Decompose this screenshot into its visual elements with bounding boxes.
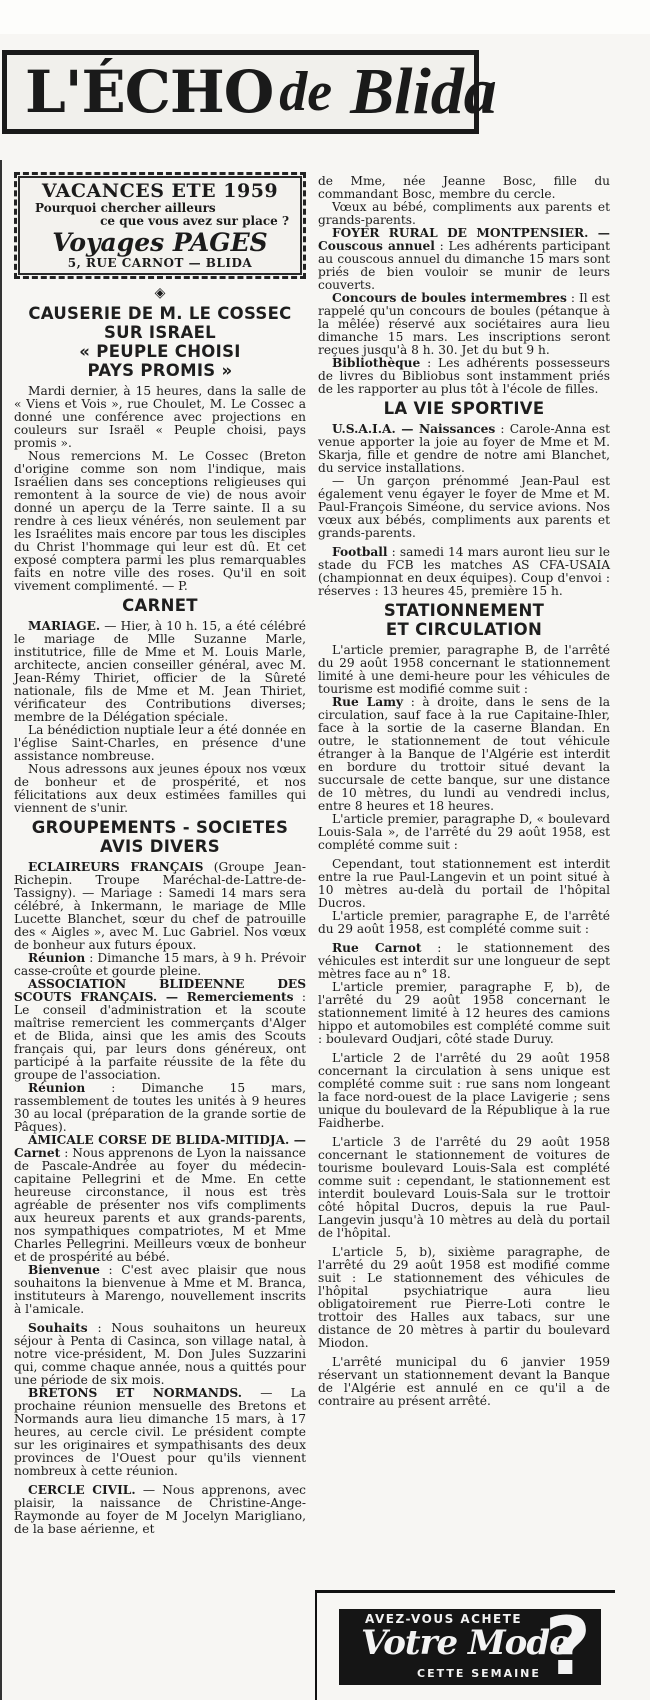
notice-text: (Groupe Jean-Richepin. Troupe Maréchal-de-Lattre-de-Tassigny). — Mariage : Samedi 14 mars sera célébré, à Inkermann, le mariage de Mlle Lucette Blanchet, sœur du chef de patrouille des « Aigles », avec M. Luc Gabriel. Nos vœux de bonheur aux futurs époux.: [14, 860, 306, 952]
ad-voyages-title: VACANCES ETE 1959: [41, 180, 279, 202]
notice-item: [14, 1484, 306, 1536]
notice-lead: Souhaits: [28, 1321, 88, 1335]
article-paragraph: [318, 981, 610, 1046]
ad-voyages-brand: Voyages PAGES: [52, 228, 268, 257]
notice-text: : Nous apprenons de Lyon la naissance de Pascale-Andrée au foyer du médecin-capitaine Pellegrini et de Mme. En cette heureuse circonstance, il nous est très agréable de présenter nos vifs compliments aux heureux parents et aux grands-parents, nos sympathiques compatriotes, M et Mme Charles Pellegrini. Meilleurs vœux de bonheur et de prospérité au bébé.: [14, 1146, 306, 1264]
left-column-rule: [0, 160, 2, 1700]
paragraph-text: : à droite, dans le sens de la circulation, sauf face à la rue Capitaine-Ihler, face à la sortie de la caserne Blandan. En outre, le stationnement de tout véhicule étranger à la Banque de l'Algérie est interdit en bordure du trottoir situé devant la succursale de cette banque, sur une distance de 10 mètres, du lundi au vendredi inclus, entre 8 heures et 18 heures.: [318, 695, 610, 813]
headline-line: AVIS DIVERS: [100, 837, 220, 856]
notice-item: [14, 978, 306, 1082]
notice-lead: ECLAIREURS FRANÇAIS: [28, 860, 204, 874]
notice-item: [14, 861, 306, 952]
notice-lead: AMICALE CORSE DE BLIDA-MITIDJA. — Carnet: [14, 1133, 306, 1160]
notice-item: [318, 201, 610, 227]
paragraph-text: Cependant, tout stationnement est interdit entre la rue Paul-Langevin et un point situé à 10 mètres au-delà du portail de l'hôpital Ducros.: [318, 857, 610, 910]
notice-text: : Les adhérents participant au couscous annuel du dimanche 15 mars sont priés de bien vouloir se munir de leurs couverts.: [318, 239, 611, 292]
ad-voyages-line2: ce que vous avez sur place ?: [100, 214, 289, 228]
paragraph-text: L'article 2 de l'arrêté du 29 août 1958 concernant la circulation à sens unique est complété comme suit : rue sans nom longeant la face nord-ouest de la place Lavigerie ; sens unique du boulevard de la République à la rue Faidherbe.: [318, 1051, 610, 1130]
notice-text: : samedi 14 mars auront lieu sur le stade du FCB les matches AS CFA-USAIA (championnat en deux équipes). Coup d'envoi : réserves : 13 heures 45, première 15 h.: [318, 545, 610, 598]
masthead-de: de: [279, 61, 333, 123]
article-paragraph: Nous remercions M. Le Cossec (Breton d'origine comme son nom l'indique, mais Israélien dans ses conceptions religieuses qui remontent à la source de vie) de nous avoir donné un aperçu de la Terre sainte. Il a su rendre à ces lieux vénérés, non seulement par les Israélites mais encore par tous les disciples du Christ l'hommage qui leur est dû. Et cet exposé comptera parmi les plus remarquables faits en notre ville des roses. Qu'il en soit vivement complimenté. — P.: [14, 449, 306, 593]
notice-item: [318, 475, 610, 540]
notice-text: : Dimanche 15 mars, à 9 h. Prévoir casse-croûte et gourde pleine.: [14, 951, 306, 978]
paragraph-text: L'article 5, b), sixième paragraphe, de l'arrêté du 29 août 1958 est modifié comme suit : Le stationnement des véhicules de l'hôpital psychiatrique aura lieu obligatoirement rue Pierre-Loti contre le trottoir des Halles aux tabacs, sur une distance de 20 mètres à partir du boulevard Miodon.: [318, 1245, 610, 1350]
notice-text: : Le conseil d'administration et la scoute maîtrise remercient les commerçants d'Alger et de Blida, ainsi que les amis des Scouts français qui, par leurs dons généreux, ont participé à la parfaite réussite de la fête du groupe de l'association.: [14, 990, 306, 1082]
article-paragraph: [318, 910, 610, 936]
notice-item: [14, 1082, 306, 1134]
notice-lead: Bienvenue: [28, 1263, 100, 1277]
notice-text: : Dimanche 15 mars, rassemblement de toutes les unités à 9 heures 30 au local (préparation de la grande sortie de Pâques).: [14, 1081, 306, 1134]
notice-text: : Nous souhaitons un heureux séjour à Penta di Casinca, son village natal, à notre vice-président, M. Don Jules Suzzarini qui, comme chaque année, nous a quittés pour une période de six mois.: [14, 1321, 306, 1387]
article-paragraph: La bénédiction nuptiale leur a été donnée en l'église Saint-Charles, en présence d'une assistance nombreuse.: [14, 723, 306, 763]
ad-votre-mode: [315, 1590, 615, 1700]
article-paragraph: [318, 1136, 610, 1240]
notice-lead: ASSOCIATION BLIDEENNE DES SCOUTS FRANÇAIS. — Remerciements: [14, 977, 306, 1004]
stationnement-headline: [318, 601, 610, 639]
article-paragraph: [318, 1356, 610, 1408]
sportive-headline: LA VIE SPORTIVE: [383, 399, 545, 418]
notice-lead: CERCLE CIVIL.: [28, 1483, 136, 1497]
notice-lead: Football: [332, 545, 388, 559]
article-paragraph: [318, 942, 610, 981]
article-paragraph: [318, 1246, 610, 1350]
notice-item: [318, 175, 610, 201]
notice-text: : Les adhérents possesseurs de livres du Bibliobus sont instamment priés de les rapporter au plus tôt à l'école de filles.: [318, 356, 610, 396]
ad-voyages-line1: Pourquoi chercher ailleurs: [35, 201, 216, 215]
masthead-blida: Blida: [350, 55, 497, 128]
notice-text: de Mme, née Jeanne Bosc, fille du commandant Bosc, membre du cercle.: [318, 174, 610, 201]
notice-item: [318, 546, 610, 598]
notice-lead: Concours de boules intermembres: [332, 291, 567, 305]
headline-line: ET CIRCULATION: [385, 620, 543, 639]
notice-lead: FOYER RURAL DE MONTPENSIER. — Couscous annuel: [318, 226, 610, 253]
headline-line: SUR ISRAEL: [103, 323, 216, 342]
right-column: [318, 175, 610, 1408]
article-paragraph: [318, 1052, 610, 1130]
paragraph-text: : le stationnement des véhicules est interdit sur une longueur de sept mètres face au n° 18.: [318, 941, 611, 981]
paragraph-text: L'arrêté municipal du 6 janvier 1959 réservant un stationnement devant la Banque de l'Algérie est annulé en ce qu'il a de contraire au présent arrêté.: [318, 1355, 610, 1408]
headline-line: « PEUPLE CHOISI: [79, 342, 241, 361]
ad-votre-mode-bottom: CETTE SEMAINE: [417, 1667, 541, 1680]
left-column: [14, 170, 306, 1536]
article-paragraph: Mardi dernier, à 15 heures, dans la salle de « Viens et Vois », rue Choulet, M. Le Cossec a donné une conférence avec projections en couleurs sur Israël « Peuple choisi, pays promis ».: [14, 384, 306, 450]
notice-item: [14, 1387, 306, 1478]
notice-text: Vœux au bébé, compliments aux parents et grands-parents.: [318, 200, 610, 227]
headline-line: CAUSERIE DE M. LE COSSEC: [28, 304, 292, 323]
masthead-echo: L'ÉCHO: [25, 58, 274, 126]
paragraph-text: L'article 3 de l'arrêté du 29 août 1958 concernant le stationnement de voitures de tourisme boulevard Louis-Sala est complété comme suit : cependant, le stationnement est interdit boulevard Louis-Sala sur le trottoir côté hôpital Ducros, depuis la rue Paul-Langevin jusqu'à 10 mètres au delà du portail de l'hôpital.: [318, 1135, 610, 1240]
carnet-headline: CARNET: [122, 596, 198, 615]
notice-text: — Nous apprenons, avec plaisir, la naissance de Christine-Ange-Raymonde au foyer de M Jocelyn Marigliano, de la base aérienne, et: [14, 1483, 306, 1536]
masthead: [2, 50, 497, 134]
paragraph-lead: MARIAGE.: [28, 619, 101, 633]
paragraph-lead: Rue Lamy: [332, 695, 404, 709]
paragraph-text: — Hier, à 10 h. 15, a été célébré le mariage de Mlle Suzanne Marle, institutrice, fille de Mme et M. Louis Marle, architecte, ancien conseiller général, avec M. Jean-Rémy Thiriet, officier de la Sûreté nationale, fils de Mme et M. Jean Thiriet, vérificateur des Contributions diverses; membre de la Délégation spéciale.: [14, 619, 306, 724]
paragraph-text: L'article premier, paragraphe F, b), de l'arrêté du 29 août 1958 concernant le stationnement limité à 12 heures des camions hippo et automobiles est complété comme suit : boulevard Oudjari, côté stade Duruy.: [318, 980, 610, 1046]
notice-item: [14, 1322, 306, 1387]
notice-lead: BRETONS ET NORMANDS.: [28, 1386, 243, 1400]
notice-text: — Un garçon prénommé Jean-Paul est également venu égayer le foyer de Mme et M. Paul-François Siméone, du service avions. Nos vœux aux bébés, compliments aux parents et grands-parents.: [318, 474, 610, 540]
notice-item: [318, 227, 610, 292]
ad-voyages-pages: [14, 172, 306, 279]
paragraph-lead: Rue Carnot: [332, 941, 422, 955]
notice-lead: Réunion: [28, 1081, 86, 1095]
paragraph-text: L'article premier, paragraphe E, de l'arrêté du 29 août 1958, est complété comme suit :: [318, 909, 610, 936]
notice-item: [318, 292, 610, 357]
causerie-headline: [14, 304, 306, 380]
question-mark-icon: ?: [544, 1600, 591, 1693]
notice-text: — La prochaine réunion mensuelle des Bretons et Normands aura lieu dimanche 15 mars, à 17 heures, au cercle civil. Le président compte sur les originaires et sympathisants des deux provinces de l'Ouest pour qu'ils viennent nombreux à cette réunion.: [14, 1386, 307, 1478]
notice-item: [318, 423, 610, 475]
notice-lead: Réunion: [28, 951, 86, 965]
article-paragraph: [318, 813, 610, 852]
notice-item: [14, 1264, 306, 1316]
article-paragraph: [318, 858, 610, 910]
notice-text: : Il est rappelé qu'un concours de boules (pétanque à la mêlée) réservé aux sociétaires aura lieu dimanche 15 mars. Les inscriptions seront reçues jusqu'à 8 h. 30. Jet du but 9 h.: [318, 291, 611, 357]
notice-text: : Carole-Anna est venue apporter la joie au foyer de Mme et M. Skarja, fille et gendre de notre ami Blanchet, du service installations.: [318, 422, 611, 475]
headline-line: PAYS PROMIS »: [87, 361, 233, 380]
article-paragraph: [318, 644, 610, 696]
article-paragraph: [14, 620, 306, 724]
ad-votre-mode-top: AVEZ-VOUS ACHETE: [365, 1612, 523, 1626]
article-paragraph: [318, 696, 610, 813]
paragraph-text: L'article premier, paragraphe D, « boulevard Louis-Sala », de l'arrêté du 29 août 1958, est complété comme suit :: [318, 812, 610, 852]
headline-line: STATIONNEMENT: [383, 601, 545, 620]
notice-lead: Bibliothèque: [332, 356, 421, 370]
notice-item: [14, 1134, 306, 1264]
notice-text: : C'est avec plaisir que nous souhaitons la bienvenue à Mme et M. Branca, instituteurs à Marengo, nouvellement inscrits à l'amicale.: [14, 1263, 306, 1316]
diamond-separator-icon: ◈: [154, 285, 166, 301]
ad-votre-mode-brand: Votre Mode: [361, 1623, 570, 1663]
notice-lead: U.S.A.I.A. — Naissances: [332, 422, 496, 436]
article-paragraph: Nous adressons aux jeunes époux nos vœux de bonheur et de prospérité, et nos félicitations aux deux estimées familles qui viennent de s'unir.: [14, 762, 306, 815]
notice-item: [14, 952, 306, 978]
ad-votre-mode-banner: [339, 1600, 601, 1693]
headline-line: GROUPEMENTS - SOCIETES: [31, 818, 289, 837]
ad-voyages-address: 5, RUE CARNOT — BLIDA: [67, 256, 253, 270]
groupements-headline: [14, 818, 306, 856]
paragraph-text: L'article premier, paragraphe B, de l'arrêté du 29 août 1958 concernant le stationnement limité à une demi-heure pour les véhicules de tourisme est modifié comme suit :: [318, 643, 610, 696]
notice-item: [318, 357, 610, 396]
